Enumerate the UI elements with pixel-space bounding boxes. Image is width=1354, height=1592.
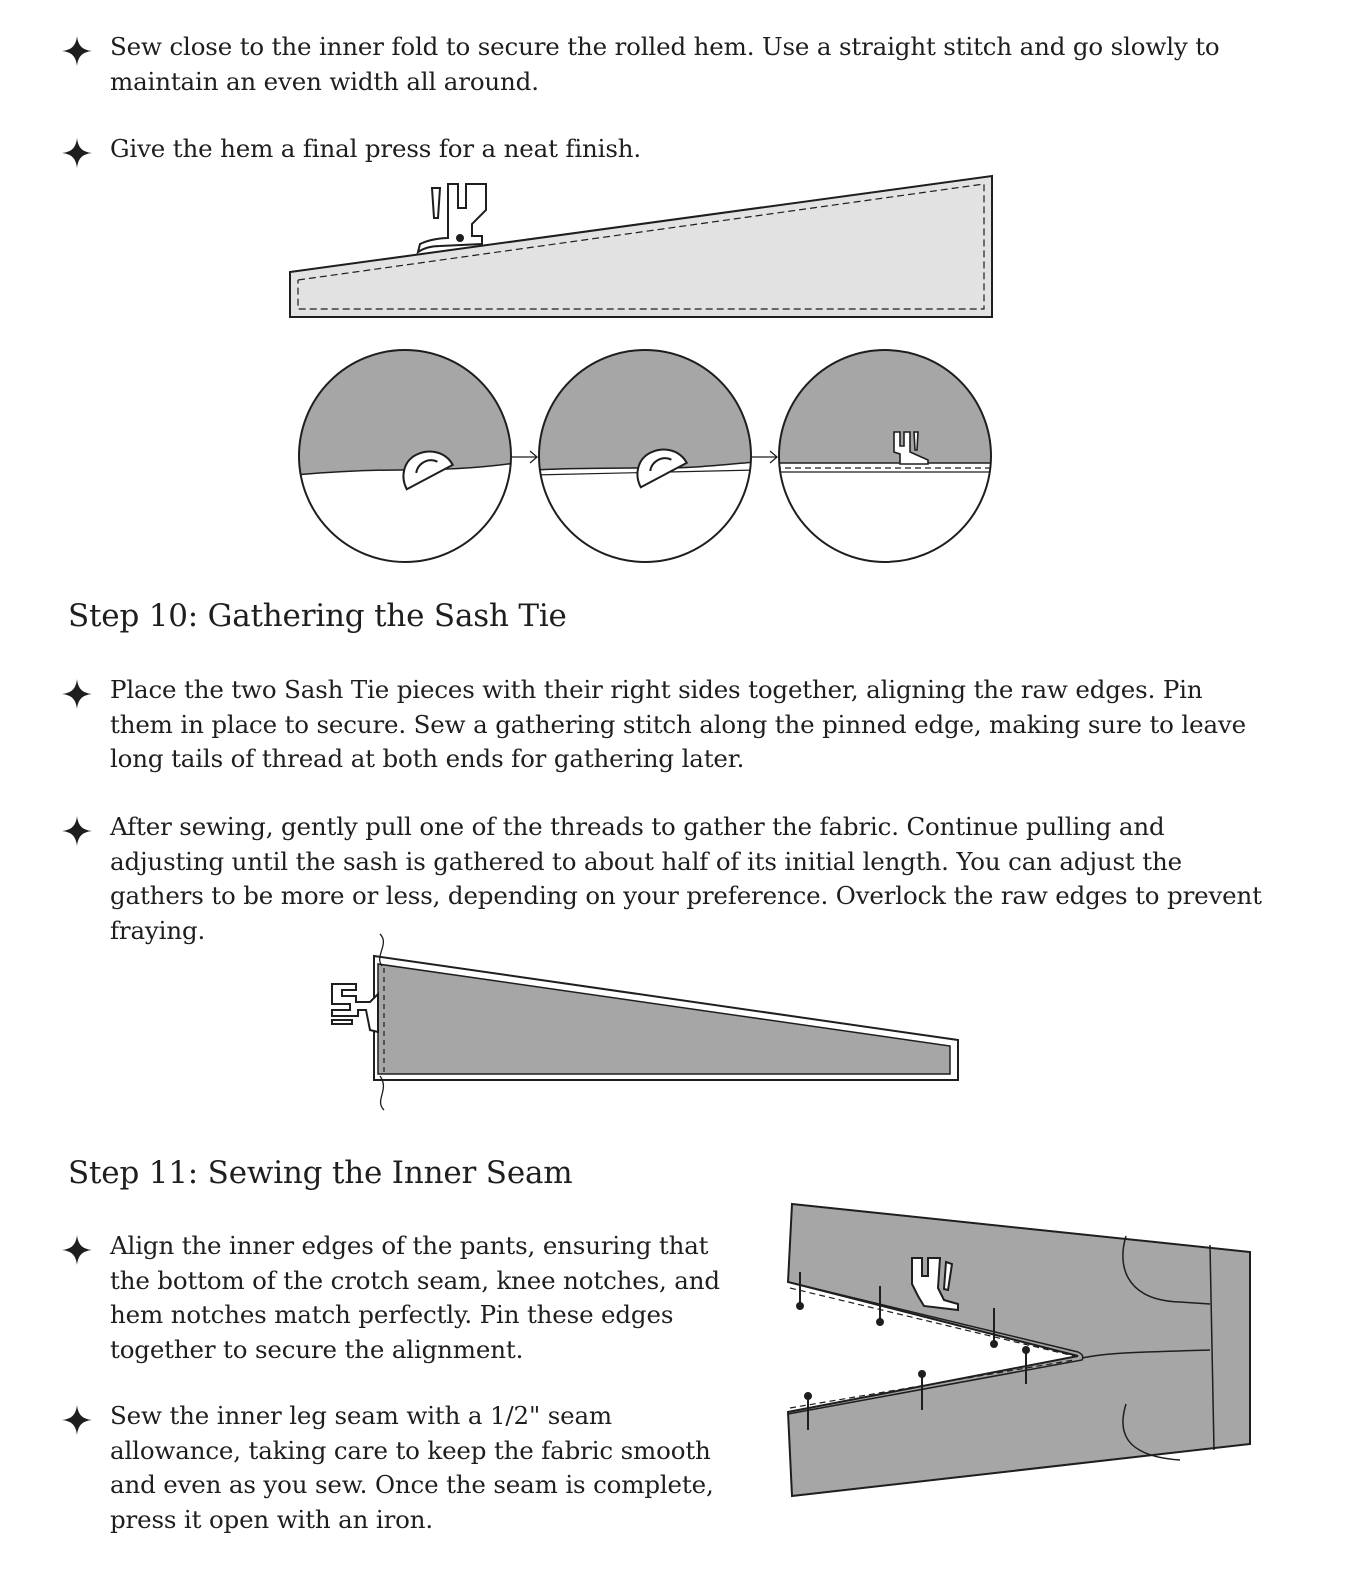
bullet-text: Place the two Sash Tie pieces with their right sides together, aligning the raw edges. Pin them in place to secure. Sew a gathering stitch along the pinned edge, making sure to leave long tails of thread at both ends for gathering later. [110, 675, 1246, 773]
step-11-heading: Step 11: Sewing the Inner Seam [68, 1155, 573, 1191]
bullet-text: Sew the inner leg seam with a 1/2" seam allowance, taking care to keep the fabric smooth and even as you sew. Once the seam is complete, press it open with an iron. [110, 1401, 714, 1534]
step-10-heading: Step 10: Gathering the Sash Tie [68, 598, 567, 634]
bullet-text: After sewing, gently pull one of the threads to gather the fabric. Continue pulling and adjusting until the sash is gathered to about half of its initial length. You can adjust the gathers to be more or less, depending on your preference. Overlock the raw edges to prevent fraying. [110, 812, 1262, 945]
bullet-text: Give the hem a final press for a neat finish. [110, 134, 642, 163]
bullet-text: Align the inner edges of the pants, ensuring that the bottom of the crotch seam, knee notches, and hem notches match perfectly. Pin these edges together to secure the alignment. [110, 1231, 720, 1364]
bullet-text: Sew close to the inner fold to secure the rolled hem. Use a straight stitch and go slowly to maintain an even width all around. [110, 32, 1220, 96]
